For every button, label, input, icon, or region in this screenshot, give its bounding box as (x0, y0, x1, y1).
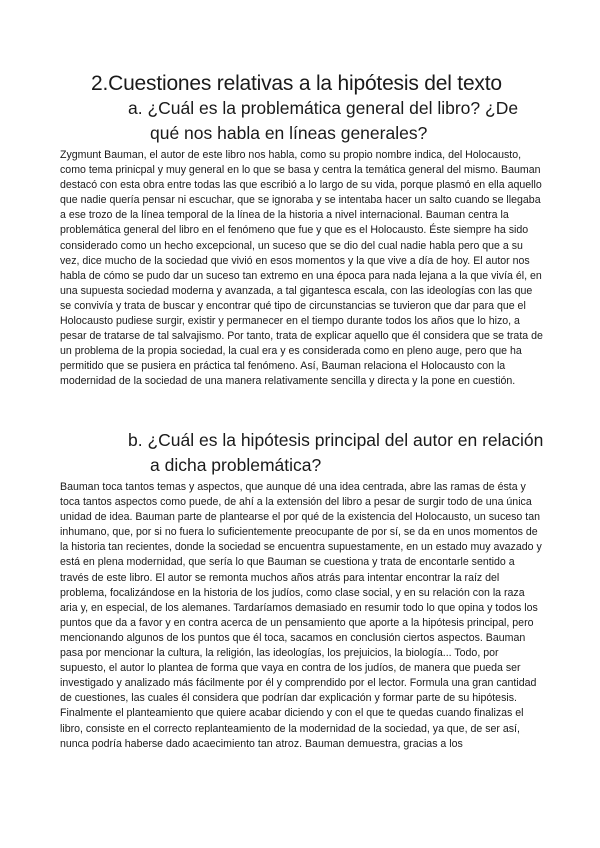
subsection-a-body: Zygmunt Bauman, el autor de este libro nos habla, como su propio nombre indica, del Holocausto, como tema prinicpal y muy general en lo que se basa y centra la temática general del mismo. Bauman destacó con esta obra entre todas las que escribió a lo largo de su vida, porque plasmó en ella aquello que nadie quería pensar ni escuchar, que se ignoraba y se intentaba hacer un salto cuando se llegaba a ese trozo de la línea temporal de la línea de la historia a nivel internacional. Bauman centra la problemática general del libro en el fenómeno que fue y que es el Holocausto. Éste siempre ha sido considerado como un hecho excepcional, un suceso que se dio del cual nadie habla pero que a su vez, dice mucho de la sociedad que vivió en esos momentos y la que vive a día de hoy. El autor nos habla de cómo se pudo dar un suceso tan extremo en una época para nada lejana a la que vivía él, en una supuesta sociedad moderna y avanzada, a tal gigantesca escala, con las ideologías con las que se convivía y trata de buscar y encontrar qué tipo de circunstancias se tuvieron que dar para que el Holocausto pudiese surgir, existir y permanecer en el tiempo durante todos los años que lo hizo, a pesar de tratarse de tal salvajismo. Por tanto, trata de explicar aquello que él considera que se trata de un problema de la propia sociedad, la cual era y es considerada como en pleno auge, pero que ha permitido que se pusiera en práctica tal fenómeno. Así, Bauman relaciona el Holocausto con la modernidad de la sociedad de una manera relativamente sencilla y directa y la pone en cuestión. (60, 149, 543, 388)
subsection-b-body: Bauman toca tantos temas y aspectos, que aunque dé una idea centrada, abre las ramas de ésta y toca tantos aspectos como puede, de ahí a la extensión del libro a pesar de surgir todo de una única unidad de idea. Bauman parte de plantearse el por qué de la existencia del Holocausto, un suceso tan inhumano, que, por si no fuera lo suficientemente preocupante de por sí, se da en unos momentos de la historia tan recientes, donde la sociedad se encuentra supuestamente, en un estado muy avazado y está en plena modernidad, que sería lo que Bauman se cuestiona y trata de encontarle sentido a través de este libro. El autor se remonta muchos años atrás para intentar encontrar la raíz del problema, focalizándose en la historia de los judíos, como clase social, y en su relación con la raza aria y, en especial, de los alemanes. Tardaríamos demasiado en resumir todo lo que opina y todos los puntos que da a favor y en contra acerca de un pensamiento que aporte a la hipótesis principal, pero mencionando algunos de los puntos que él toca, sacamos en conclusión ciertos aspectos. Bauman pasa por mencionar la cultura, la religión, las ideologías, los prejuicios, la biología... Todo, por supuesto, el autor lo plantea de forma que vaya en contra de los judíos, de manera que pueda ser investigado y analizado más fácilmente por él y comprendido por el lector. Formula una gran cantidad de cuestiones, las cuales él considera que podrían dar explicación y formar parte de su hipótesis. Finalmente el planteamiento que quiere acabar diciendo y con el que te quedas cuando finalizas el libro, consiste en el correcto replanteamiento de la modernidad de la sociedad, ya que, de ser así, nunca podría haberse dado acaecimiento tan atroz. Bauman demuestra, gracias a los (60, 481, 542, 750)
subsection-a-heading: a. ¿Cuál es la problemática general del libro? ¿De qué nos habla en líneas generales? (128, 98, 519, 143)
subsection-b-heading: b. ¿Cuál es la hipótesis principal del autor en relación a dicha problemática? (128, 430, 544, 475)
section-heading: 2.Cuestiones relativas a la hipótesis del texto (91, 72, 502, 95)
